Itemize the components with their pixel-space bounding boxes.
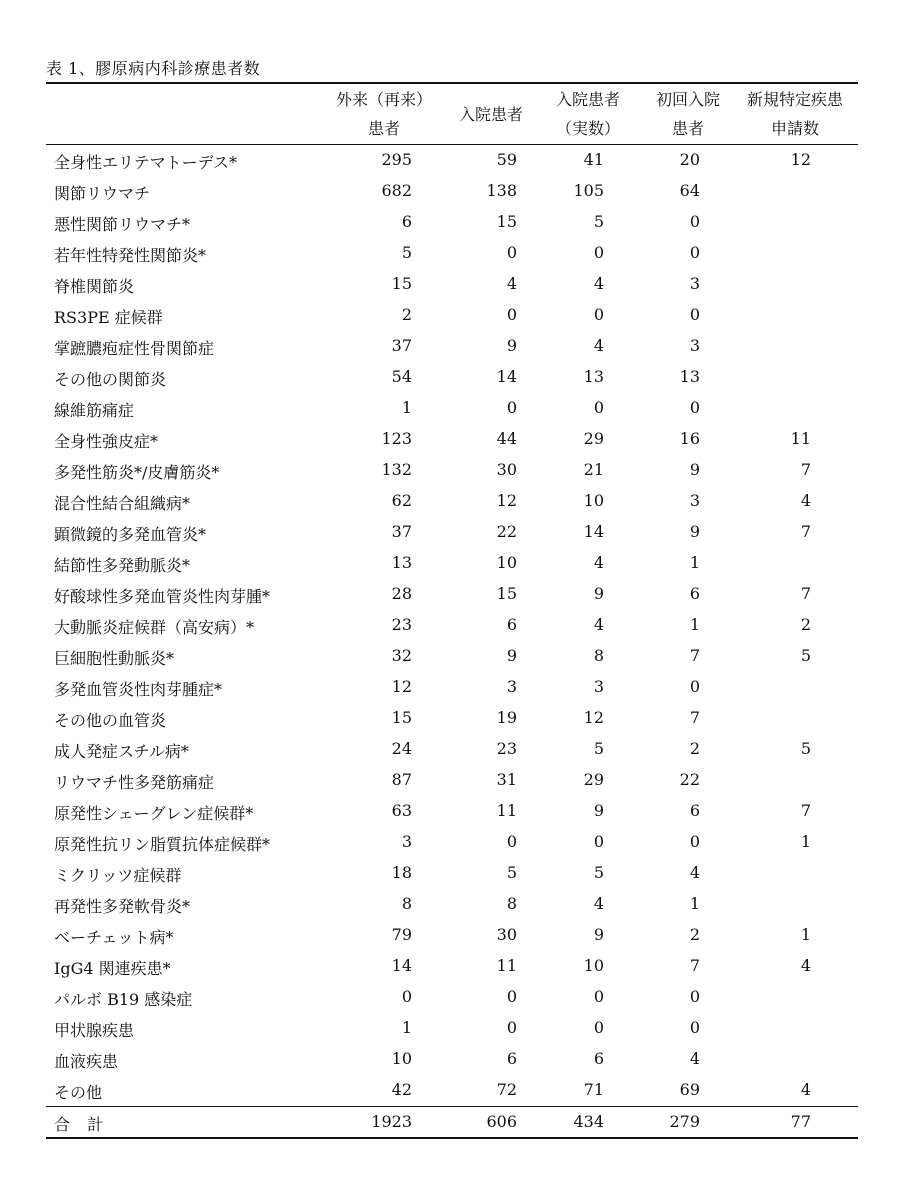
table-cell: 4	[593, 894, 604, 913]
table-body	[46, 145, 858, 1106]
table-cell: 5	[593, 739, 604, 758]
row-label: 血液疾患	[54, 1052, 119, 1071]
table-cell: 6	[401, 212, 412, 231]
table-cell: 4	[593, 553, 604, 572]
table-cell: 7	[689, 646, 700, 665]
row-label: その他の関節炎	[54, 370, 167, 389]
table-cell: 4	[800, 491, 811, 510]
table-row	[46, 765, 858, 796]
table-cell: 0	[593, 1018, 604, 1037]
table-cell: 105	[573, 181, 604, 200]
column-header-line: 新規特定疾患	[746, 90, 843, 109]
table-cell: 12	[790, 150, 811, 169]
table-cell: 2	[689, 925, 700, 944]
table-cell: 123	[381, 429, 412, 448]
table-cell: 24	[391, 739, 412, 758]
table-row	[46, 486, 858, 517]
table-cell: 2	[800, 615, 811, 634]
table-cell: 1	[401, 398, 412, 417]
table-cell: 4	[506, 274, 517, 293]
table-cell: 37	[391, 336, 412, 355]
row-label: 若年性特発性関節炎*	[54, 246, 207, 265]
table-cell: 21	[583, 460, 604, 479]
table-cell: 11	[496, 956, 517, 975]
table-cell: 10	[583, 491, 604, 510]
table-caption: 表 1、膠原病内科診療患者数	[46, 59, 261, 78]
table-cell: 1	[800, 832, 811, 851]
table-row	[46, 734, 858, 765]
table-cell: 0	[506, 1018, 517, 1037]
table-row	[46, 889, 858, 920]
table-row	[46, 455, 858, 486]
table-cell: 30	[496, 460, 517, 479]
table-cell: 9	[689, 522, 700, 541]
table-cell: 31	[496, 770, 517, 789]
row-label: 原発性抗リン脂質抗体症候群*	[54, 835, 271, 854]
table-cell: 13	[391, 553, 412, 572]
table-row	[46, 827, 858, 858]
table-cell: 7	[800, 801, 811, 820]
table-cell: 1	[401, 1018, 412, 1037]
table-cell: 8	[593, 646, 604, 665]
table-cell: 87	[391, 770, 412, 789]
table-cell: 6	[506, 1049, 517, 1068]
table-cell: 0	[689, 832, 700, 851]
column-header-line: 入院患者	[458, 104, 523, 124]
table-cell: 18	[391, 863, 412, 882]
column-header-line: 外来（再来）	[335, 90, 432, 109]
row-label: 全身性強皮症*	[54, 432, 159, 451]
table-cell: 0	[689, 212, 700, 231]
table-cell: 10	[391, 1049, 412, 1068]
column-header	[444, 84, 538, 144]
table-cell: 69	[679, 1080, 700, 1099]
table-cell: 64	[679, 181, 700, 200]
table-cell: 12	[391, 677, 412, 696]
table-cell: 5	[506, 863, 517, 882]
table-cell: 37	[391, 522, 412, 541]
table-cell: 0	[689, 987, 700, 1006]
row-label: 多発性筋炎*/皮膚筋炎*	[54, 463, 220, 482]
column-header-line: 申請数	[770, 119, 819, 138]
table-cell: 5	[593, 863, 604, 882]
table-row	[46, 517, 858, 548]
table-header	[46, 84, 858, 145]
table-cell: 14	[496, 367, 517, 386]
table-row	[46, 610, 858, 641]
table-cell: 4	[593, 615, 604, 634]
table-cell: 62	[391, 491, 412, 510]
column-header	[638, 84, 738, 144]
row-label: 全身性エリテマトーデス*	[54, 153, 238, 172]
table-cell: 434	[573, 1112, 604, 1131]
row-label: 巨細胞性動脈炎*	[54, 649, 175, 668]
table-cell: 15	[391, 274, 412, 293]
table-cell: 4	[800, 956, 811, 975]
row-label: 結節性多発動脈炎*	[54, 556, 191, 575]
table-cell: 4	[593, 336, 604, 355]
table-cell: 7	[800, 584, 811, 603]
row-label: IgG4 関連疾患*	[54, 959, 171, 978]
table-cell: 30	[496, 925, 517, 944]
row-label: 再発性多発軟骨炎*	[54, 897, 191, 916]
table-cell: 5	[800, 739, 811, 758]
table-cell: 15	[496, 584, 517, 603]
table-row	[46, 951, 858, 982]
table-row	[46, 238, 858, 269]
column-header	[736, 84, 854, 144]
table-cell: 12	[583, 708, 604, 727]
row-label: 合 計	[54, 1115, 110, 1134]
table-cell: 7	[689, 956, 700, 975]
table-cell: 682	[381, 181, 412, 200]
table-row	[46, 858, 858, 889]
row-label: 脊椎関節炎	[54, 277, 135, 296]
table-cell: 6	[689, 584, 700, 603]
table-cell: 14	[583, 522, 604, 541]
row-label: 線維筋痛症	[54, 401, 135, 420]
table-cell: 9	[593, 584, 604, 603]
table-cell: 279	[669, 1112, 700, 1131]
table-cell: 23	[496, 739, 517, 758]
total-row	[46, 1106, 858, 1139]
row-label: ミクリッツ症候群	[54, 866, 182, 885]
table-cell: 606	[486, 1112, 517, 1131]
table-cell: 3	[689, 274, 700, 293]
row-label: 関節リウマチ	[54, 184, 151, 203]
table-cell: 23	[391, 615, 412, 634]
table-cell: 11	[496, 801, 517, 820]
table-row	[46, 207, 858, 238]
row-label: リウマチ性多発筋痛症	[54, 773, 215, 792]
table-cell: 6	[506, 615, 517, 634]
table-row	[46, 796, 858, 827]
table-cell: 1	[689, 553, 700, 572]
table-cell: 0	[689, 243, 700, 262]
table-cell: 77	[790, 1112, 811, 1131]
table-cell: 14	[391, 956, 412, 975]
row-label: 大動脈炎症候群（高安病）*	[54, 618, 255, 637]
table-cell: 0	[689, 305, 700, 324]
table-cell: 0	[593, 243, 604, 262]
row-label: その他	[54, 1083, 103, 1102]
table-cell: 29	[583, 770, 604, 789]
table-cell: 42	[391, 1080, 412, 1099]
row-label: 多発血管炎性肉芽腫症*	[54, 680, 223, 699]
table-cell: 1	[800, 925, 811, 944]
table-cell: 4	[689, 863, 700, 882]
column-header-line: 初回入院	[655, 90, 720, 109]
table-cell: 15	[496, 212, 517, 231]
table-cell: 4	[800, 1080, 811, 1099]
table-cell: 5	[800, 646, 811, 665]
table-cell: 7	[800, 522, 811, 541]
row-label: 顕微鏡的多発血管炎*	[54, 525, 207, 544]
table-row	[46, 300, 858, 331]
table-cell: 5	[401, 243, 412, 262]
table-cell: 9	[689, 460, 700, 479]
table-cell: 2	[401, 305, 412, 324]
row-label: 掌蹠膿疱症性骨関節症	[54, 339, 215, 358]
table-cell: 7	[800, 460, 811, 479]
table-cell: 10	[583, 956, 604, 975]
table-cell: 54	[391, 367, 412, 386]
row-label: 混合性結合組織病*	[54, 494, 191, 513]
table-cell: 0	[689, 1018, 700, 1037]
table-row	[46, 1044, 858, 1075]
table-cell: 0	[506, 305, 517, 324]
table-cell: 6	[689, 801, 700, 820]
table-cell: 79	[391, 925, 412, 944]
table-cell: 11	[790, 429, 811, 448]
table-cell: 22	[496, 522, 517, 541]
table-cell: 4	[593, 274, 604, 293]
row-label: 成人発症スチル病*	[54, 742, 189, 761]
table-cell: 0	[506, 832, 517, 851]
table-row	[46, 176, 858, 207]
table-cell: 0	[689, 677, 700, 696]
table-cell: 3	[506, 677, 517, 696]
table-cell: 16	[679, 429, 700, 448]
table-cell: 13	[583, 367, 604, 386]
column-header-line: 患者	[367, 119, 400, 138]
table-row	[46, 579, 858, 610]
table-cell: 41	[583, 150, 604, 169]
table-cell: 63	[391, 801, 412, 820]
table-cell: 2	[689, 739, 700, 758]
row-label: 好酸球性多発血管炎性肉芽腫*	[54, 587, 271, 606]
table-cell: 71	[583, 1080, 604, 1099]
table-cell: 6	[593, 1049, 604, 1068]
patient-count-table	[46, 82, 858, 1139]
table-row	[46, 424, 858, 455]
table-cell: 1	[689, 615, 700, 634]
column-header-line: 患者	[671, 119, 704, 138]
table-cell: 4	[689, 1049, 700, 1068]
table-cell: 20	[679, 150, 700, 169]
table-cell: 0	[506, 398, 517, 417]
table-cell: 0	[593, 398, 604, 417]
table-row	[46, 703, 858, 734]
table-cell: 72	[496, 1080, 517, 1099]
table-row	[46, 393, 858, 424]
table-cell: 9	[506, 646, 517, 665]
table-cell: 29	[583, 429, 604, 448]
table-cell: 7	[689, 708, 700, 727]
table-cell: 295	[381, 150, 412, 169]
table-row	[46, 982, 858, 1013]
table-cell: 132	[381, 460, 412, 479]
table-cell: 1	[689, 894, 700, 913]
column-header-line: 入院患者	[555, 90, 620, 109]
table-cell: 59	[496, 150, 517, 169]
column-header	[538, 84, 638, 144]
table-cell: 5	[593, 212, 604, 231]
table-row	[46, 1013, 858, 1044]
table-cell: 138	[486, 181, 517, 200]
table-cell: 3	[689, 491, 700, 510]
table-cell: 0	[506, 243, 517, 262]
table-cell: 9	[593, 925, 604, 944]
column-header	[332, 84, 436, 144]
table-cell: 0	[593, 987, 604, 1006]
row-label: ベーチェット病*	[54, 928, 174, 947]
table-cell: 44	[496, 429, 517, 448]
table-cell: 8	[506, 894, 517, 913]
table-cell: 0	[593, 832, 604, 851]
table-row	[46, 641, 858, 672]
table-row	[46, 362, 858, 393]
row-label: その他の血管炎	[54, 711, 167, 730]
table-cell: 13	[679, 367, 700, 386]
table-cell: 9	[506, 336, 517, 355]
table-cell: 3	[689, 336, 700, 355]
table-cell: 3	[593, 677, 604, 696]
table-cell: 0	[401, 987, 412, 1006]
table-cell: 0	[689, 398, 700, 417]
row-label: RS3PE 症候群	[54, 308, 163, 327]
row-label: 甲状腺疾患	[54, 1021, 135, 1040]
table-cell: 0	[506, 987, 517, 1006]
table-cell: 12	[496, 491, 517, 510]
table-cell: 0	[593, 305, 604, 324]
table-cell: 22	[679, 770, 700, 789]
table-cell: 15	[391, 708, 412, 727]
table-cell: 9	[593, 801, 604, 820]
table-cell: 8	[401, 894, 412, 913]
table-row	[46, 269, 858, 300]
table-row	[46, 548, 858, 579]
table-row	[46, 331, 858, 362]
table-cell: 28	[391, 584, 412, 603]
row-label: 悪性関節リウマチ*	[54, 215, 191, 234]
table-cell: 1923	[371, 1112, 412, 1131]
table-cell: 3	[401, 832, 412, 851]
table-row	[46, 920, 858, 951]
row-label: パルボ B19 感染症	[54, 990, 193, 1009]
table-cell: 32	[391, 646, 412, 665]
table-row	[46, 672, 858, 703]
table-row	[46, 1075, 858, 1106]
table-row	[46, 145, 858, 176]
table-cell: 19	[496, 708, 517, 727]
row-label: 原発性シェーグレン症候群*	[54, 804, 254, 823]
column-header-line: （実数）	[555, 119, 620, 138]
table-cell: 10	[496, 553, 517, 572]
